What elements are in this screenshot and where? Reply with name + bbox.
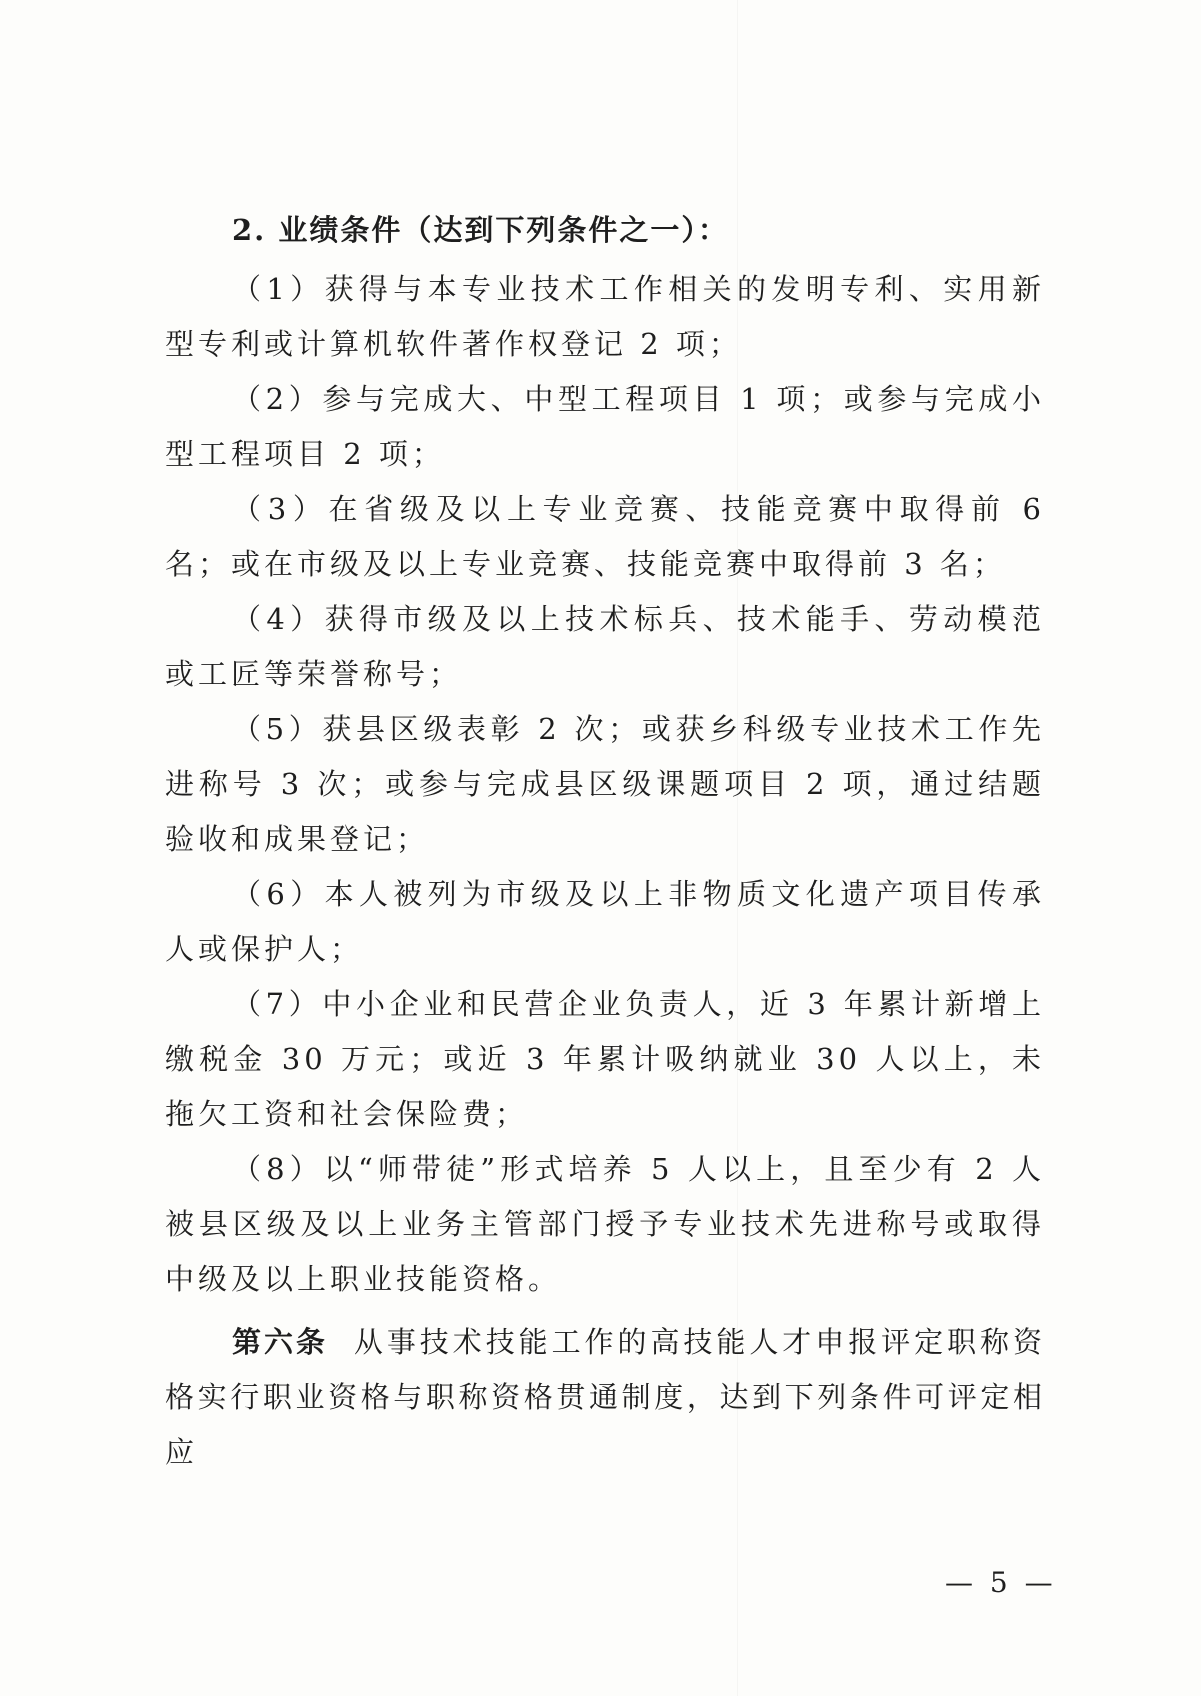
article-text: 从事技术技能工作的高技能人才申报评定职称资格实行职业资格与职称资格贯通制度，达到下列条件可评定相应: [165, 1325, 1045, 1469]
condition-item-5: （5）获县区级表彰 2 次；或获乡科级专业技术工作先进称号 3 次；或参与完成县区级课题项目 2 项，通过结题验收和成果登记；: [165, 712, 1045, 856]
condition-item-1: （1）获得与本专业技术工作相关的发明专利、实用新型专利或计算机软件著作权登记 2 项；: [165, 272, 1045, 361]
condition-item-6: （6）本人被列为市级及以上非物质文化遗产项目传承人或保护人；: [165, 877, 1045, 966]
condition-item-2: （2）参与完成大、中型工程项目 1 项；或参与完成小型工程项目 2 项；: [165, 382, 1045, 471]
condition-item-8: （8）以“师带徒”形式培养 5 人以上，且至少有 2 人被县区级及以上业务主管部门授予专业技术先进称号或取得中级及以上职业技能资格。: [165, 1152, 1045, 1296]
article-label: 第六条: [232, 1325, 328, 1359]
condition-item-4: （4）获得市级及以上技术标兵、技术能手、劳动模范或工匠等荣誉称号；: [165, 602, 1045, 691]
article-paragraph: [165, 1315, 1045, 1480]
condition-item-7: （7）中小企业和民营企业负责人，近 3 年累计新增上缴税金 30 万元；或近 3 年累计吸纳就业 30 人以上，未拖欠工资和社会保险费；: [165, 987, 1045, 1131]
document-body: [165, 208, 1045, 1480]
section-heading: 2. 业绩条件（达到下列条件之一）：: [232, 213, 729, 247]
condition-item-3: （3）在省级及以上专业竞赛、技能竞赛中取得前 6 名；或在市级及以上专业竞赛、技能竞赛中取得前 3 名；: [165, 492, 1045, 581]
page-number: — 5 —: [945, 1566, 1057, 1599]
